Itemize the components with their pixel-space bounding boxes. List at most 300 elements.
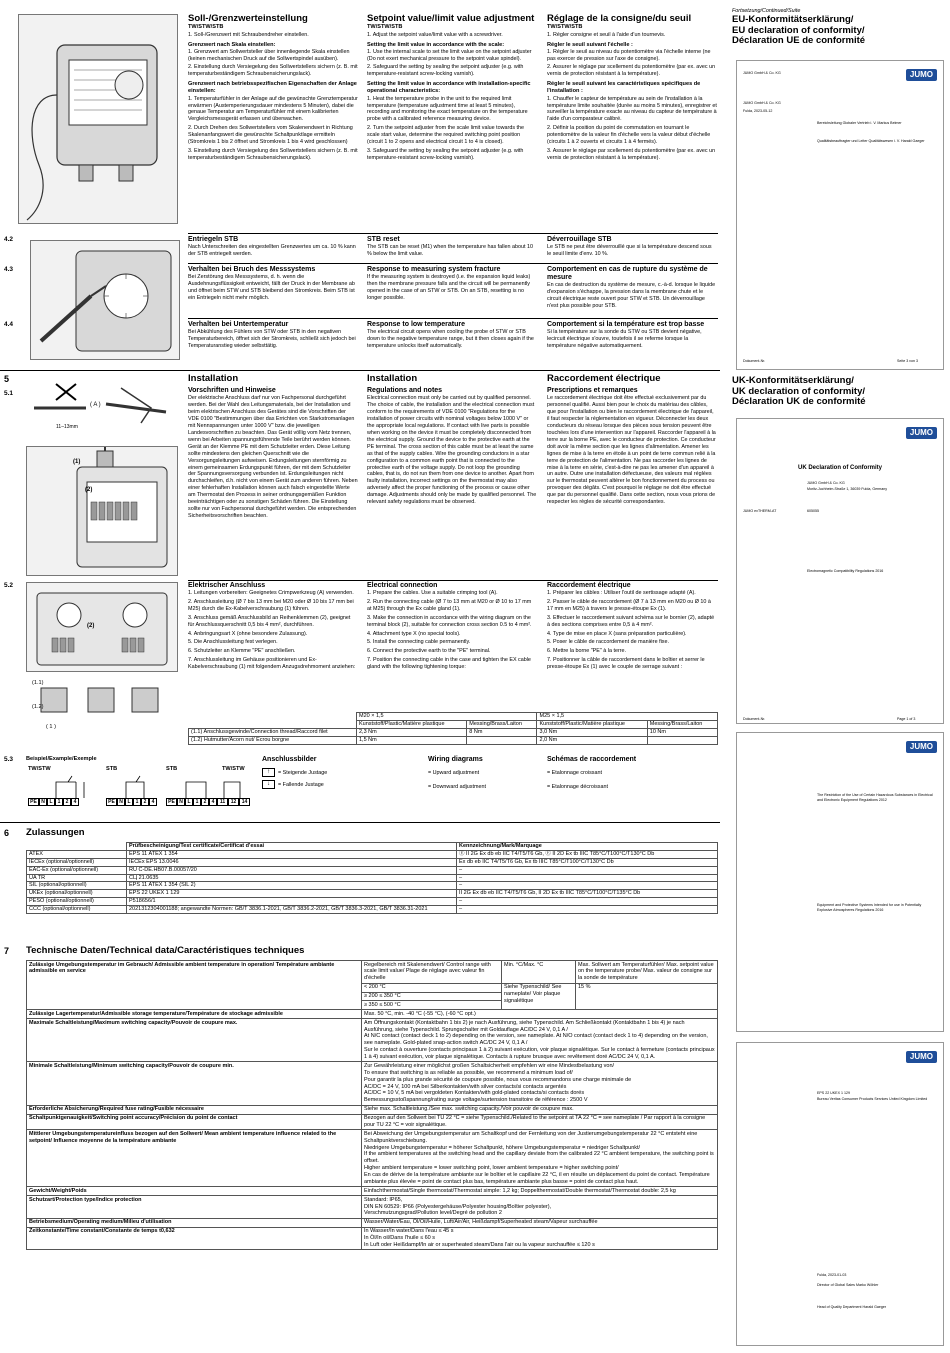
eu-declaration-page [736,60,944,370]
terminal-label: 1 [133,798,141,806]
setpoint-de-step: 1. Soll-/Grenzwert mit Schraubendreher einstellen. [188,31,309,38]
tech-range: < 200 °C [362,983,502,992]
terminal-label: N [177,798,185,806]
lowtemp-fr-body: Si la température sur la sonde du STW ou STB devient négative, lecircuit électrique s'ouvre, toutefois il se referme lorsque la température négative automatiquement. [547,329,702,349]
elec-fr-step: 4. Type de mise en place X (sans préparation particulière). [547,630,687,637]
install-de [188,374,358,522]
elec-de-step: 7. Anschlussleitung im Gehäuse positionieren und Ex-Kabelverschraubung (1) mit folgendem Anzugsdrehmoment anziehen: [188,657,356,671]
eu-page-number: Seite 3 von 3 [897,359,918,363]
setpoint-en-op-1: 1. Heat the temperature probe in the unit to the required limit temperature (temperature adjustment time at least 5 minutes), recording and monitoring the exact temperature on the temperature probe with a calibrated reference measuring device. [367,95,528,123]
setpoint-en-scale-heading: Setting the limit value in accordance with the scale: [367,41,505,48]
section-5-2-number: 5.2 [4,582,14,589]
tech-value: Higher ambient temperature = lower switching point, lower ambient temperature = higher switching point/ [364,1165,619,1172]
right-column [732,8,944,47]
jumo-logo: JUMO [906,69,937,81]
tech-type-ref: Siehe Typenschild/ See nameplate/ Voir plaque signalétique [502,983,576,1010]
tech-label: Gewicht/Weight/Poids [27,1187,362,1196]
elec-en-steps [367,590,537,671]
elec-fr-step: 3. Effectuer le raccordement suivant schéma sur le bornier (2), adapté à des sections comprises entre 0,5 à 4 mm². [547,614,715,628]
setpoint-en-step: 1. Adjust the setpoint value/limit value with a screwdriver. [367,31,503,38]
tech-value: In Öl/In oil/Dans l'huile ≤ 60 s [364,1235,436,1241]
tech-value: In Luft oder Heißdampf/In air or superheated steam/Dans l'air ou la vapeur surchauffée ≤ 120 s [364,1241,595,1248]
wiring-label: TW/STW [28,766,51,772]
wiring-label: STB [166,766,178,772]
eu-company: JUMO GmbH & Co. KG [743,71,781,75]
jumo-logo: JUMO [906,1051,937,1063]
elec-en-step: 4. Attachment type X (no special tools). [367,630,461,637]
uk-product: JUMO exTHERM-AT [743,509,777,513]
tech-value: AC/DC = 10 V, 5 mA bei vergoldeten Kontakten/with gold-plated contacts/si contacts dorés [364,1090,585,1097]
terminal-label: L [125,798,133,806]
approval-certificate: СЦ 21.0635 [127,874,457,882]
tech-value: Siehe max. Schaltleistung./See max. switching capacity./Voir pouvoir de coupure max. [362,1105,718,1114]
divider-5-2 [188,580,718,581]
crimp-figure [26,378,178,438]
setpoint-de-sub: TW/STW/STB [188,24,224,31]
tech-value: Verschmutzungsgrad/Pollution level/Degré de pollution 2 [364,1210,502,1217]
fracture-en-body: If the measuring system is destroyed (i.e. the expansion liquid leaks) then the membrane pressure falls and the circuit will be permanently opened in the case of an STW or STB. On an STB, resetting is no longer possible. [367,274,531,301]
downward-symbol-icon: ↓ [262,780,275,789]
approval-name: EAC-Ex (optional/optionnell) [27,866,127,874]
approval-marking: – [457,866,718,874]
fracture-de-title: Verhalten bei Bruch des Messsystems [188,266,316,273]
elec-fr-steps [547,590,717,671]
tech-label: Schutzart/Protection type/Indice protection [27,1196,362,1219]
divider-6 [0,822,720,823]
device-figure-top [18,14,178,224]
elec-fr-step: 2. Passer le câble de raccordement (Ø 7 à 13 mm en M20 ou Ø 10 à 17 mm en M25) à travers le presse-étoupe Ex (1). [547,598,711,612]
eu-doc-number: Dokument-Nr. [743,359,766,363]
reset-de-title: Entriegeln STB [188,236,239,243]
approval-name: SIL (optional/optionnell) [27,882,127,890]
table-row [189,728,718,736]
approval-certificate: EPS 22 UKEX 1 129 [127,890,457,898]
torque-value: 10 Nm [647,728,717,736]
setpoint-de-op-1: 1. Temperaturfühler in der Anlage auf die gewünschte Grenztemperatur erwärmen (Austemperierungsdauer mindestens 5 Minuten), dabei die genaue Temperatur am Temperaturfühler mit einem kalibrierten Vergleichsmessgerät erfassen und überwachen. [188,95,358,123]
install-fr-body: Le raccordement électrique doit être effectué exclusivement par du personnel qualifié. Aussi bien pour le choix du matériau des câbles, que pour l'installation ou bien le raccordement électrique de l'appareil, il faut respecter la réglementation en vigueur. Déconnecter les deux conducteurs du réseau lorsque des pièces sous tension peuvent être touchées lors d'une intervention sur l'appareil. Raccorder l'appareil à la terre sur la borne PE, avec le conducteur de protection. Ce conducteur doit avoir la même section que les lignes d'alimentation. Amener les lignes de mise à la terre en étoile à un point de terre commun relié à la terre de protection de l'alimentation. Ne pas raccorder les lignes de mise à la terre en série, c'est-à-dire ne pas les amener d'un appareil à un autre. Outre une installation défectueuse, des valeurs mal réglées sur le thermostat peuvent altérer le bon fonctionnement du process ou provoquer des dégâts. C'est pourquoi le réglage ne doit être effectué que par du personnel qualifié. Dans cette section, nous vous prions de respecter les règles de sécurité correspondantes. [547,395,716,506]
elec-de-step: 2. Anschlussleitung (Ø 7 bis 13 mm bei M20 oder Ø 10 bis 17 mm bei M25) durch die Ex-Kabelverschraubung (1) führen. [188,598,354,612]
tech-pct: 15 % [576,983,718,1010]
lowtemp-de-title: Verhalten bei Untertemperatur [188,321,289,328]
reset-de-body: Nach Unterschreiten des eingestellten Grenzwertes um ca. 10 % kann der STB entriegelt werden. [188,244,356,257]
wiring-legend-fr [547,756,707,793]
setpoint-fr-column [547,14,717,164]
approvals-table [26,842,718,914]
section-5-3-number: 5.3 [4,756,14,763]
jumo-logo: JUMO [906,427,937,439]
torque-value: 8 Nm [467,728,537,736]
device-figure-middle [30,240,180,360]
tech-label: Zulässige Lagertemperatur/Admissible storage temperature/Température de stockage admissible [27,1010,362,1019]
wiring-legend-de [262,756,372,789]
torque-row-label: (1.2) Hutmutter/Acorn nut/ Ecrou borgne [189,736,357,744]
elec-de-step: 3. Anschluss gemäß Anschlussbild an Reihenklemmen (2), geeignet für Anschlussquerschnitt 0,5 bis 4 mm², durchführen. [188,614,351,628]
uk-heading [732,376,944,408]
uk-declaration-page-3 [736,1042,944,1346]
elec-en-step: 1. Prepare the cables. Use a suitable crimping tool (A). [367,590,498,597]
tech-value: Max. 50 °C, min. -40 °C (-55 °C), (-60 °C opt.) [362,1010,718,1019]
down-de: = Fallende Justage [278,781,324,788]
wiring-label: STB [106,766,118,772]
lowtemp-de [188,321,358,352]
elec-fr-step: 1. Préparer les câbles : Utiliser l'outil de sertissage adapté (A). [547,590,696,597]
torque-head-m25: M25 × 1,5 [537,713,718,721]
uk-standard-rohs: The Restriction of the Use of Certain Hazardous Substances in Electrical and Electronic Equipment Regulations 2012 [817,793,933,802]
lowtemp-en-title: Response to low temperature [367,321,466,328]
torque-value: 1,5 Nm [357,736,467,744]
table-row [27,890,718,898]
terminal-label: 4 [209,798,217,806]
elec-en-step: 3. Make the connection in accordance with the wiring diagram on the terminal block (2), suitable for connection cross section 0.5 to 4 mm². [367,614,532,628]
continued-label: Fortsetzung/Continued/Suite [732,8,801,14]
table-row [27,850,718,858]
lowtemp-en-body: The electrical circuit opens when cooling the probe of STW or STB down to the negative temperature range, but it then closes again if the temperature unlocks itself automatically. [367,329,534,349]
install-en [367,374,537,508]
table-row [27,1062,718,1105]
table-row [27,1130,718,1187]
tech-value: DIN EN 60529: IP66 (Polyestergehäuse/Polyester housing/Boîtier polyester), [364,1203,552,1210]
upward-symbol-icon: ↑ [262,768,275,777]
terminal-label: PE [106,798,117,806]
wiring-en-heading: Wiring diagrams [428,756,483,763]
terminal-figure [26,582,178,672]
tech-value: Sur le contact à ouverture (contacts principaux 1 à 2) suivant exécution, voir plaque signalétique. Sur le contact à fermeture (contacts principaux 1 à 4) suivant exécution, voir plaque signalétique. Contacts à rupture brusque avec revêtement doré AC/DC 24 V, 0,1 A. [364,1047,715,1060]
tech-value: Einfachthermostat/Single thermostat/Thermostat simple: 1,2 kg; Doppelthermostat/Double thermostat/Thermostat double: 2,5 kg [362,1187,718,1196]
tech-range: ≥ 200 ≤ 350 °C [362,992,502,1001]
section-5-1-number: 5.1 [4,390,14,397]
reset-de [188,236,358,260]
torque-head-m20: M20 × 1,5 [357,713,537,721]
approval-certificate: 2021312304001188; angewandte Normen: GB/T 3836.1-2021, GB/T 3836.2-2021, GB/T 3836.3-2021, GB/T 3836.31-2021 [127,906,457,914]
setpoint-en-scale-2: 2. Safeguard the setting by sealing the setpoint adjuster (e.g. with temperature-resistant screw-locking varnish). [367,64,524,78]
uk-signer-1: Director of Global Sales Marko Wöhler [817,1283,879,1287]
setpoint-fr-sub: TW/STW/STB [547,24,583,31]
table-row [189,736,718,744]
wiring-fr-heading: Schémas de raccordement [547,756,637,763]
uk-signer-2: Head of Quality Department Harald Gaeger [817,1305,887,1309]
terminal-label: 2 [201,798,209,806]
down-fr: = Etalonnage décroissant [547,783,608,790]
elec-en-step: 2. Run the connecting cable (Ø 7 to 13 mm at M20 or Ø 10 to 17 mm at M25) through the Ex cable gland (1). [367,598,532,612]
tech-value: Wasser/Water/Eau, Öl/Oil/Huile, Luft/Air/Air, Heißdampf/Superheated steam/Vapeur surchauffée [362,1218,718,1227]
install-de-title: Installation [188,373,239,384]
tech-data-title: Technische Daten/Technical data/Caractéristiques techniques [26,945,305,956]
terminal-label: L [47,798,55,806]
terminal-label: 4 [71,798,79,806]
torque-sub: Messing/Brass/Laiton [647,720,717,728]
divider-5 [0,370,720,371]
install-de-body: Der elektrische Anschluss darf nur von Fachpersonal durchgeführt werden. Bei der Wahl des Leitungsmaterials, bei der Installation und beim elektrischen Anschluss des Gerätes sind die Vorschriften der VDE 0100 "Bestimmungen über das Errichten von Starkstromanlagen mit Nennspannungen unter 1000 V" bzw. die jeweiligen Landesvorschriften zu beachten. Das Gerät völlig vom Netz trennen, wenn bei Arbeiten spannungsführende Teile berührt werden können. Gerät an der Klemme PE mit dem Schutzleiter erden. Diese Leitung sollte mindestens den gleichen Querschnitt wie die Versorgungsleitungen aufweisen. Erdungsleitungen sternförmig zu einem gemeinsamen Erdungspunkt führen, der mit dem Schutzleiter der Spannungsversorgung verbunden ist. Erdungsleitungen nicht durchschleifen, d.h. nicht von einem Gerät zum anderen führen. Neben einer fehlerhaften Installation können auch falsch eingestellte Werte am Thermostat den Prozess in seiner ordnungsgemäßen Funktion beeinträchtigen oder zu sonstigen Schäden führen. Die Einstellung sollte nur von Fachpersonal durchgeführt werden. Die entsprechenden Sicherheitsvorschriften beachten. [188,395,358,519]
install-en-body: Electrical connection must only be carried out by qualified personnel. The choice of cable, the installation and the electrical connection must conform to the requirements of VDE 0100 "Regulations for the installation of power circuits with nominal voltages below 1000 V" or the appropriate local regulations. If contact with live parts is possible when working on the device it must be completely disconnected from the electrical supply. Ground the device to the protective earth at the PE terminal. The cross section of this cable must be at least the same as that of the supply cables. Wire the grounding conductors in a star configuration to a common earth point that is connected to the protective earth of the voltage supply. Do not loop the grounding cables, that is, do not run them from one device to another. Apart from faulty installation, incorrect settings on the thermostat may also adversely affect the proper functioning of the process or cause other damage. Adjustments should only be made by qualified personnel. The relevant safety regulations must be observed. [367,395,537,506]
setpoint-fr-title: Réglage de la consigne/du seuil [547,13,692,24]
elec-en-step: 6. Connect the protective earth to the "PE" terminal. [367,648,491,655]
table-row [27,906,718,914]
fracture-en-title: Response to measuring system fracture [367,266,501,273]
setpoint-fr-scale-2: 2. Assurer le réglage par scellement du potentiomètre (par ex. avec un vernis de protection résistant à la température). [547,64,716,78]
uk-doc-number: Dokument-Nr. [743,717,766,721]
approvals-head-mark: Kennzeichnung/Mark/Marquage [457,843,718,851]
approval-marking: II 2G Ex db eb IIC T4/T5/T6 Gb, II 2D Ex tb IIIC T85°C/T100°C/T135°C Db [457,890,718,898]
reset-fr-title: Déverrouillage STB [547,236,612,243]
table-row [27,1196,718,1219]
tech-head: Min. °C/Max. °C [502,961,576,984]
tech-label: Mittlerer Umgebungstemperatureinfluss bezogen auf den Sollwert/ Mean ambient temperature influence related to the setpoint/ Influence moyenne de la température ambiante [27,1130,362,1187]
tech-value: Pour garantir la plus grande sécurité de coupure possible, nous vous recommandons une charge minimale de [364,1076,632,1083]
terminal-row-3 [166,798,250,806]
reset-fr [547,236,717,260]
torque-row-label: (1.1) Anschlussgewinde/Connection thread/Raccord filet [189,728,357,736]
fracture-de [188,266,358,304]
torque-value: 2,0 Nm [537,736,647,744]
lowtemp-en [367,321,537,352]
elec-de-step: 4. Anbringungsart X (ohne besondere Zulassung). [188,630,308,637]
torque-sub: Kunststoff/Plastic/Matière plastique [357,720,467,728]
setpoint-de-op-heading: Grenzwert nach betriebsspezifischen Eigenschaften der Anlage einstellen: [188,81,357,95]
terminal-block-callout: (2) [87,623,95,629]
terminal-label: 4 [149,798,157,806]
setpoint-de-scale-1: 1. Grenzwert am Sollwertsteller über innenliegende Skala einstellen (keinen mechanischen Druck auf die Sollwertspindel ausüben). [188,48,350,62]
uk-company: JUMO GmbH & Co. KG [807,481,845,485]
install-en-title: Installation [367,373,418,384]
uk-title-en: UK declaration of conformity/ [732,385,866,397]
terminal-row-2 [106,798,157,806]
reset-en-body: The STB can be reset (M1) when the temperature has fallen about 10 % below the limit value. [367,244,534,257]
uk-page-number: Page 1 of 3 [897,717,916,721]
table-row [27,1114,718,1130]
terminal-label: 12 [228,798,239,806]
up-fr: = Etalonnage croissant [547,769,602,776]
setpoint-en-op-3: 3. Safeguard the setting by sealing the setpoint adjuster (e.g. with temperature-resistant screw-locking varnish). [367,147,524,161]
approval-marking: Ⓔ II 2G Ex db eb IIC T4/T5/T6 Gb, Ⓔ II 2D Ex tb IIIC T85°C/T100°C/T130°C Db [457,850,718,858]
table-row [27,1105,718,1114]
setpoint-en-sub: TW/STW/STB [367,24,403,31]
torque-sub: Kunststoff/Plastic/Matière plastique [537,720,647,728]
approvals-table-wrap [26,842,718,914]
elec-fr-step: 7. Positionner la câble de raccordement dans le boîtier et serrer le presse-étoupe Ex (1) avec le couple de serrage suivant : [547,657,705,671]
terminal-label: PE [166,798,177,806]
table-row [27,1010,718,1019]
divider-4-2 [188,233,718,234]
approval-marking: – [457,898,718,906]
setpoint-de-column [188,14,358,164]
section-6-number: 6 [4,828,10,838]
approval-certificate: EPS 11 ATEX 1 354 [127,850,457,858]
tech-value: At N/C contact (contact deck 1 to 2) depending on the version, see nameplate. At N/O contact (contact deck 1 to 4) depending on the version, see nameplate. Gold-plated snap-action switch AC/DC 24 V, 0,1 A / [364,1033,708,1047]
elec-de-step: 5. Die Anschlussleitung fest verlegen. [188,639,278,646]
setpoint-fr-op-3: 3. Assurer le réglage par scellement du potentiomètre (par ex. avec un vernis de protection résistant à la température). [547,147,716,161]
gland-number-callout: ( 1 ) [46,724,56,730]
install-fr-title: Raccordement électrique [547,373,661,384]
tech-value: AC/DC = 24 V, 100 mA bei Silberkontakten/with silver contacts/si contacts argentés [364,1083,567,1090]
setpoint-fr-step: 1. Régler consigne et seuil à l'aide d'un tournevis. [547,31,666,38]
fracture-en [367,266,537,304]
install-en-heading: Regulations and notes [367,387,443,395]
uk-declaration-page-1 [736,418,944,724]
setpoint-fr-scale-1: 1. Régler le seuil au niveau du potentiomètre via l'échelle interne (ne pas exercer de pression sur l'axe de consigne). [547,48,711,62]
up-en: = Upward adjustment [428,769,480,776]
setpoint-de-op-2: 2. Durch Drehen des Sollwertstellers vom Skalenendwert in Richtung Skalenanfangswert die gewünschte Schaltpunktlage ermitteln (Stromkreis 1 bis 2 öffnet und Stromkreis 1 bis 4 wird geschlossen) [188,125,353,146]
table-row [27,874,718,882]
elec-en-title: Electrical connection [367,582,438,589]
torque-value [647,736,717,744]
approval-name: ATEX [27,850,127,858]
torque-sub: Messing/Brass/Laiton [467,720,537,728]
eu-title-fr: Déclaration UE de conformité [732,35,866,47]
approval-certificate: EPS 11 ATEX 1 354 (SIL 2) [127,882,457,890]
terminal-label: 1 [193,798,201,806]
uk-doc-title: UK Declaration of Conformity [797,465,882,471]
tech-value: Bezogen auf den Sollwert bei TU 22 °C = siehe Typenschild./Related to the setpoint at TA 22 °C = see nameplate / Par rapport à la consigne pour TU 22 °C = voir signalétique. [362,1114,718,1130]
wiring-legend-en [428,756,538,793]
lowtemp-de-body: Bei Abkühlung des Fühlers von STW oder STB in den negativen Temperaturbereich, öffnet sich der Stromkreis, schließt sich jedoch bei Temperaturanstieg wieder selbsttätig. [188,329,356,349]
elec-fr-step: 6. Mettre la borne "PE" à la terre. [547,648,627,655]
terminal-label: N [117,798,125,806]
setpoint-en-op-2: 2. Turn the setpoint adjuster from the scale limit value towards the scale start value, determine the required switching point position (circuit 1 to 2 opens and electrical circuit 1 to 4 is closed). [367,125,525,146]
uk-title-de: UK-Konformitätserklärung/ [732,375,854,386]
install-de-heading: Vorschriften und Hinweise [188,387,276,395]
setpoint-en-op-heading: Setting the limit value in accordance with installation-specific operational characteristics: [367,81,531,95]
setpoint-de-scale-2: 2. Einstellung durch Versiegelung des Sollwertstellers sichern (z. B. mit temperaturbeständigem Schraubensicherungslack). [188,64,358,78]
gland-figure [26,446,178,576]
wiring-label: TW/STW [222,766,245,772]
eu-title-en: EU declaration of conformity/ [732,24,865,36]
tech-table [26,960,718,1250]
tech-label: Erforderliche Absicherung/Required fuse rating/Fusible nécessaire [27,1105,362,1114]
tech-value: En cas de dérive de la température ambiante sur le boîtier et le capillaire 22 °C, il en résulte un déplacement du point de contact. Température ambiante plus élevée = point de contact plus bas, température ambiante plus basse = point de contact plus haut. [364,1172,710,1185]
torque-table [188,712,718,745]
wiring-example-label: Beispiel/Example/Exemple [26,756,97,762]
elec-de-step: 6. Schutzleiter an Klemme "PE" anschließen. [188,648,296,655]
tech-value: If the ambient temperatures at the switching head and the capillary deviate from the calibrated 22 °C ambient temperature, the switching point is offset. [364,1151,714,1165]
jumo-logo: JUMO [906,741,937,753]
uk-address: Moritz-Juchheim-Straße 1, 36039 Fulda, Germany [807,487,888,491]
install-fr-heading: Prescriptions et remarques [547,387,638,395]
section-5-number: 5 [4,374,10,384]
table-row [27,1187,718,1196]
tech-value: Bei Abweichung der Umgebungstemperatur am Schaltkopf und der Fernleitung von der Justierumgebungstemperatur 22 °C entsteht eine Schaltpunktverschiebung. [364,1130,698,1144]
table-row [27,866,718,874]
tech-value: Am Öffnungskontakt (Kontaktbahn 1 bis 2) je nach Ausführung, siehe Typenschild. Am Schließkontakt (Kontaktbahn 1 bis 4) je nach Ausführung, siehe Typenschild. Sprungschalter mit Goldauflage AC/DC 24 V, 0,1 A / [364,1019,685,1033]
terminal-label: 14 [239,798,250,806]
table-row [27,961,718,984]
eu-signer-2: Qualitätsbeauftragter und Leiter Qualitätswesen i. V. Harald Gaeger [817,139,925,143]
wiring-de-heading: Anschlussbilder [262,756,317,763]
crimp-tool-label: ( A ) [90,402,101,408]
uk-type: 605055 [807,509,819,513]
eu-signer-1: Bereichsleitung Globaler Vertrieb i. V. Markus Belmer [817,121,902,125]
terminal-label: N [39,798,47,806]
elec-de-step: 1. Leitungen vorbereiten: Geeignetes Crimpwerkzeug (A) verwenden. [188,590,354,597]
elec-en-step: 5. Install the connecting cable permanently. [367,639,471,646]
fracture-fr-body: En cas de destruction du système de mesure, c.-à-d. lorsque le liquide d'expansion s'échappe, la pression dans la membrane chute et le circuit électrique reste ouvert pour STW et STB. Un déverrouillage n'est plus possible pour STB. [547,282,716,309]
setpoint-fr-op-heading: Régler le seuil suivant les caractéristiques spécifiques de l'installation : [547,81,701,95]
reset-en-title: STB reset [367,236,400,243]
eu-issuer: JUMO GmbH & Co. KG [743,101,781,105]
tech-label: Zeitkonstante/Time constant/Constante de temps t0,632 [27,1227,362,1250]
elec-fr-step: 5. Poser le câble de raccordement de manière fixe. [547,639,669,646]
terminal-row-1 [28,798,79,806]
fracture-fr-title: Comportement en cas de rupture du système de mesure [547,266,708,282]
thread-callout: (1.1) [32,680,44,686]
elec-de [188,582,358,673]
approvals-title: Zulassungen [26,827,85,838]
down-en: = Downward adjustment [428,783,486,790]
fracture-de-body: Bei Zerstörung des Messsystems, d. h. wenn die Ausdehnungsflüssigkeit entweicht, fällt der Druck in der Membrane ab und öffnet beim STW und STB bleibend den Stromkreis. Beim STB ist ein Entriegeln nicht mehr möglich. [188,274,355,301]
tech-value: Bemessungsstoßspannung/rating surge voltage/surtension transitoire de référence : 2500 V [364,1097,588,1104]
setpoint-de-op-3: 3. Einstellung durch Versiegelung des Sollwertstellers sichern (z. B. mit temperaturbeständigem Schraubensicherungslack). [188,147,358,161]
tech-label: Minimale Schaltleistung/Minimum switching capacity/Pouvoir de coupure min. [27,1062,362,1105]
terminal-label: 1 [55,798,63,806]
install-fr [547,374,717,508]
strip-length-label: 11–13mm [56,424,78,430]
tech-value: Niedrigere Umgebungstemperatur = höherer Schaltpunkt, höhere Umgebungstemperatur = niedriger Schaltpunkt/ [364,1144,641,1151]
fracture-fr [547,266,717,312]
tech-head: Max. Sollwert am Temperaturfühler/ Max. setpoint value on the temperature probe/ Max. valeur de consigne sur la sonde de température [576,961,718,984]
approval-marking: – [457,882,718,890]
eu-title-de: EU-Konformitätserklärung/ [732,13,854,25]
torque-value [467,736,537,744]
uk-issue-place: Fulda, 2023-01-03 [817,1273,847,1277]
table-row [27,858,718,866]
glands-torque-figure [26,678,178,740]
terminal-label: 11 [217,798,228,806]
wiring-diagrams [26,766,256,812]
torque-value: 3,0 Nm [537,728,647,736]
tech-head: Regelbereich mit Skalenendwert/ Control range with scale limit value/ Plage de réglage avec valeur fin d'échelle [362,961,502,984]
tech-table-wrap [26,960,718,1250]
approval-name: CCC (optional/optionnell) [27,906,127,914]
terminal-label: L [185,798,193,806]
gland-callout: (1) [73,459,81,465]
approval-certificate: IECEx EPS 13.0046 [127,858,457,866]
table-row [27,898,718,906]
approval-certificate: RU C-DE.HB07.B.00057/20 [127,866,457,874]
approval-marking: Ex db eb IIC T4/T5/T6 Gb, Ex tb IIIC T85°C/T100°C/T130°C Db [457,858,718,866]
elec-de-steps [188,590,358,671]
approval-marking: – [457,906,718,914]
setpoint-de-title: Soll-/Grenzwerteinstellung [188,13,308,24]
tech-value: Zur Gewährleistung einer möglichst großen Schaltsicherheit empfehlen wir eine Mindestbelastung von/ [364,1062,615,1069]
elec-en-step: 7. Position the connecting cable in the case and tighten the EX cable gland with the following tightening torque: [367,657,531,671]
elec-en [367,582,537,673]
approval-name: IECEx (optional/optionnell) [27,858,127,866]
table-row [27,1227,718,1250]
tech-label: Schaltpunktgenauigkeit/Switching point accuracy/Précision du point de contact [27,1114,362,1130]
uk-cert-number: EPS 22 UKEX 1 129 [817,1091,850,1095]
uk-declaration-page-2 [736,732,944,1032]
uk-standard-atex: Equipment and Protective Systems Intended for use in Potentially Explosive Atmospheres Regulations 2016 [817,903,922,912]
approvals-head-cert: Prüfbescheinigung/Test certificate/Certificat d'essai [127,843,457,851]
setpoint-en-scale-1: 1. Use the internal scale to set the limit value on the setpoint adjuster (Do not exert mechanical pressure to the setpoint value spindel). [367,48,532,62]
approval-name: UA TR [27,874,127,882]
setpoint-en-title: Setpoint value/limit value adjustment [367,13,535,24]
approval-name: PESO (optional/optionnell) [27,898,127,906]
terminal-label: 2 [141,798,149,806]
approval-name: UKEx (optional/optionnell) [27,890,127,898]
up-de: = Steigende Justage [278,769,328,776]
section-4-4-number: 4.4 [4,321,14,328]
table-row [27,1218,718,1227]
elec-de-title: Elektrischer Anschluss [188,582,266,589]
setpoint-de-scale-heading: Grenzwert nach Skala einstellen: [188,41,276,48]
terminal-label: PE [28,798,39,806]
lowtemp-fr-title: Comportement si la température est trop basse [547,321,705,328]
approval-marking: – [457,874,718,882]
section-4-2-number: 4.2 [4,236,14,243]
tech-label: Zulässige Umgebungstemperatur im Gebrauch/ Admissible ambient temperature in operation/ Température ambiante admissible en service [27,961,362,1010]
setpoint-fr-op-1: 1. Chauffer le capteur de température au sein de l'installation à la température limite souhaitée (durée au moins 5 minutes), enregistrer et surveiller la température exacte au niveau du capteur de température à l'aide d'un comparateur calibré. [547,95,717,123]
torque-table-wrap [188,712,718,745]
